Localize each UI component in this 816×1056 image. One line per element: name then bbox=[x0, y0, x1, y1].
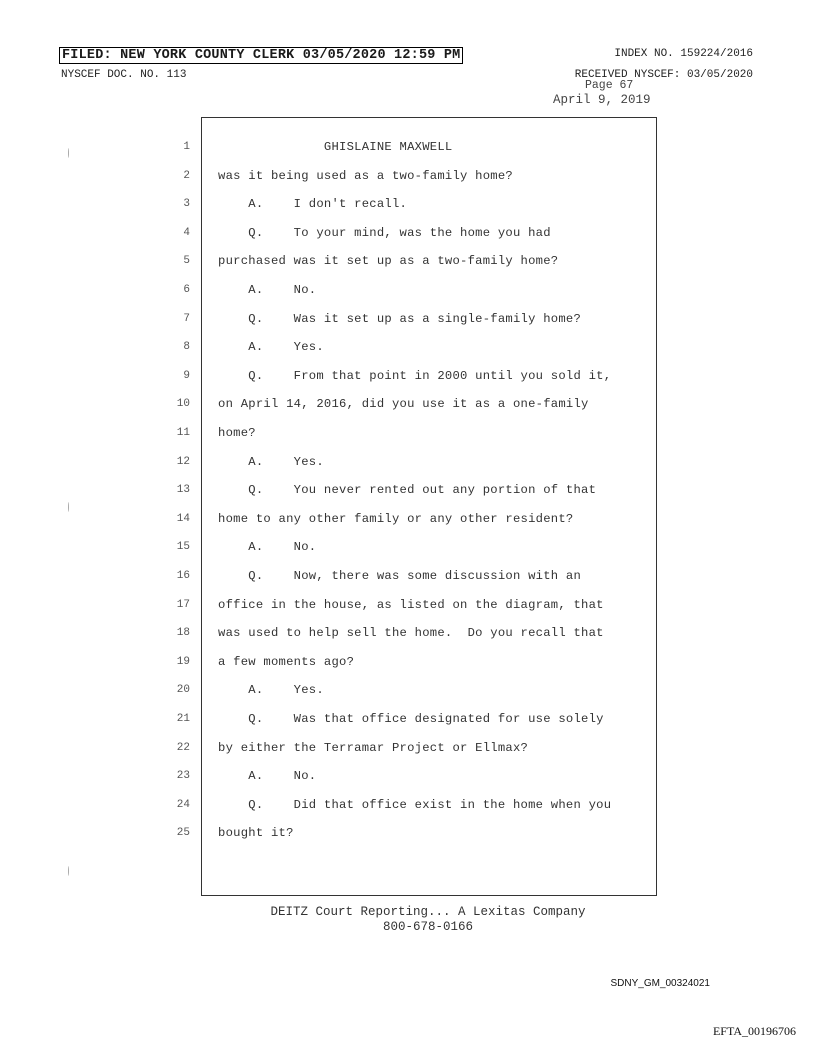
transcript-line: office in the house, as listed on the diagram, that bbox=[218, 597, 604, 612]
transcript-line: home? bbox=[218, 426, 256, 440]
line-number: 5 bbox=[183, 255, 190, 268]
transcript-line: A. I don't recall. bbox=[218, 197, 408, 212]
transcript-date: April 9, 2019 bbox=[553, 93, 651, 107]
line-number: 10 bbox=[176, 398, 190, 411]
efta-number: EFTA_00196706 bbox=[712, 1024, 796, 1038]
line-number: 14 bbox=[176, 512, 190, 525]
transcript-line: was used to help sell the home. Do you recall that bbox=[218, 626, 604, 641]
filed-stamp: FILED: NEW YORK COUNTY CLERK 03/05/2020 12:59 PM bbox=[59, 47, 463, 64]
line-number: 15 bbox=[176, 541, 190, 554]
received-date: RECEIVED NYSCEF: 03/05/2020 bbox=[574, 69, 753, 81]
reporter-phone: 800-678-0166 bbox=[382, 920, 473, 934]
line-number: 17 bbox=[176, 598, 190, 611]
transcript-line: Q. You never rented out any portion of that bbox=[218, 483, 597, 498]
line-number: 18 bbox=[176, 627, 190, 640]
transcript-line: A. No. bbox=[218, 540, 317, 555]
line-number: 1 bbox=[183, 141, 190, 153]
transcript-line: GHISLAINE MAXWELL bbox=[218, 140, 453, 154]
line-number: 24 bbox=[176, 798, 190, 811]
line-number: 20 bbox=[176, 684, 190, 697]
line-number: 9 bbox=[183, 369, 190, 382]
transcript-line: Q. To your mind, was the home you had bbox=[218, 225, 551, 240]
line-number: 11 bbox=[176, 427, 190, 439]
line-number: 2 bbox=[183, 169, 190, 182]
transcript-line: by either the Terramar Project or Ellmax? bbox=[218, 740, 529, 755]
line-number: 7 bbox=[183, 312, 190, 325]
line-number: 21 bbox=[176, 713, 190, 725]
page-number: Page 67 bbox=[585, 79, 634, 92]
transcript-line: Q. Did that office exist in the home when you bbox=[218, 797, 612, 812]
transcript-line: Q. Was that office designated for use solely bbox=[218, 712, 604, 726]
line-number: 3 bbox=[183, 198, 190, 211]
transcript-line: Q. From that point in 2000 until you sold it, bbox=[218, 368, 612, 383]
transcript-line: bought it? bbox=[218, 826, 294, 841]
transcript-line: home to any other family or any other resident? bbox=[218, 511, 574, 526]
line-number: 8 bbox=[183, 341, 190, 354]
margin-mark bbox=[68, 148, 70, 158]
index-number: INDEX NO. 159224/2016 bbox=[614, 48, 753, 60]
transcript-line: A. No. bbox=[218, 769, 317, 784]
bates-number: SDNY_GM_00324021 bbox=[610, 978, 710, 989]
reporter-name: DEITZ Court Reporting... A Lexitas Company bbox=[270, 905, 586, 919]
line-number: 13 bbox=[176, 484, 190, 497]
margin-mark bbox=[68, 866, 70, 876]
line-number: 4 bbox=[183, 226, 190, 239]
transcript-line: A. Yes. bbox=[218, 683, 324, 698]
line-number: 16 bbox=[176, 570, 190, 582]
transcript-line: A. Yes. bbox=[218, 454, 324, 469]
transcript-line: purchased was it set up as a two-family home? bbox=[218, 254, 559, 269]
transcript-line: a few moments ago? bbox=[218, 654, 355, 669]
doc-number: NYSCEF DOC. NO. 113 bbox=[61, 69, 187, 81]
line-number: 6 bbox=[183, 284, 190, 296]
transcript-line: Q. Now, there was some discussion with an bbox=[218, 569, 582, 583]
line-number: 23 bbox=[176, 770, 190, 783]
line-number: 25 bbox=[176, 827, 190, 840]
margin-mark bbox=[68, 502, 70, 512]
transcript-line: Q. Was it set up as a single-family home? bbox=[218, 311, 582, 326]
transcript-line: A. Yes. bbox=[218, 340, 324, 355]
transcript-line: on April 14, 2016, did you use it as a one-family bbox=[218, 397, 589, 412]
transcript-line: was it being used as a two-family home? bbox=[218, 168, 513, 183]
line-number: 12 bbox=[176, 455, 190, 468]
transcript-line: A. No. bbox=[218, 283, 317, 297]
line-number: 22 bbox=[176, 741, 190, 754]
line-number: 19 bbox=[176, 655, 190, 668]
